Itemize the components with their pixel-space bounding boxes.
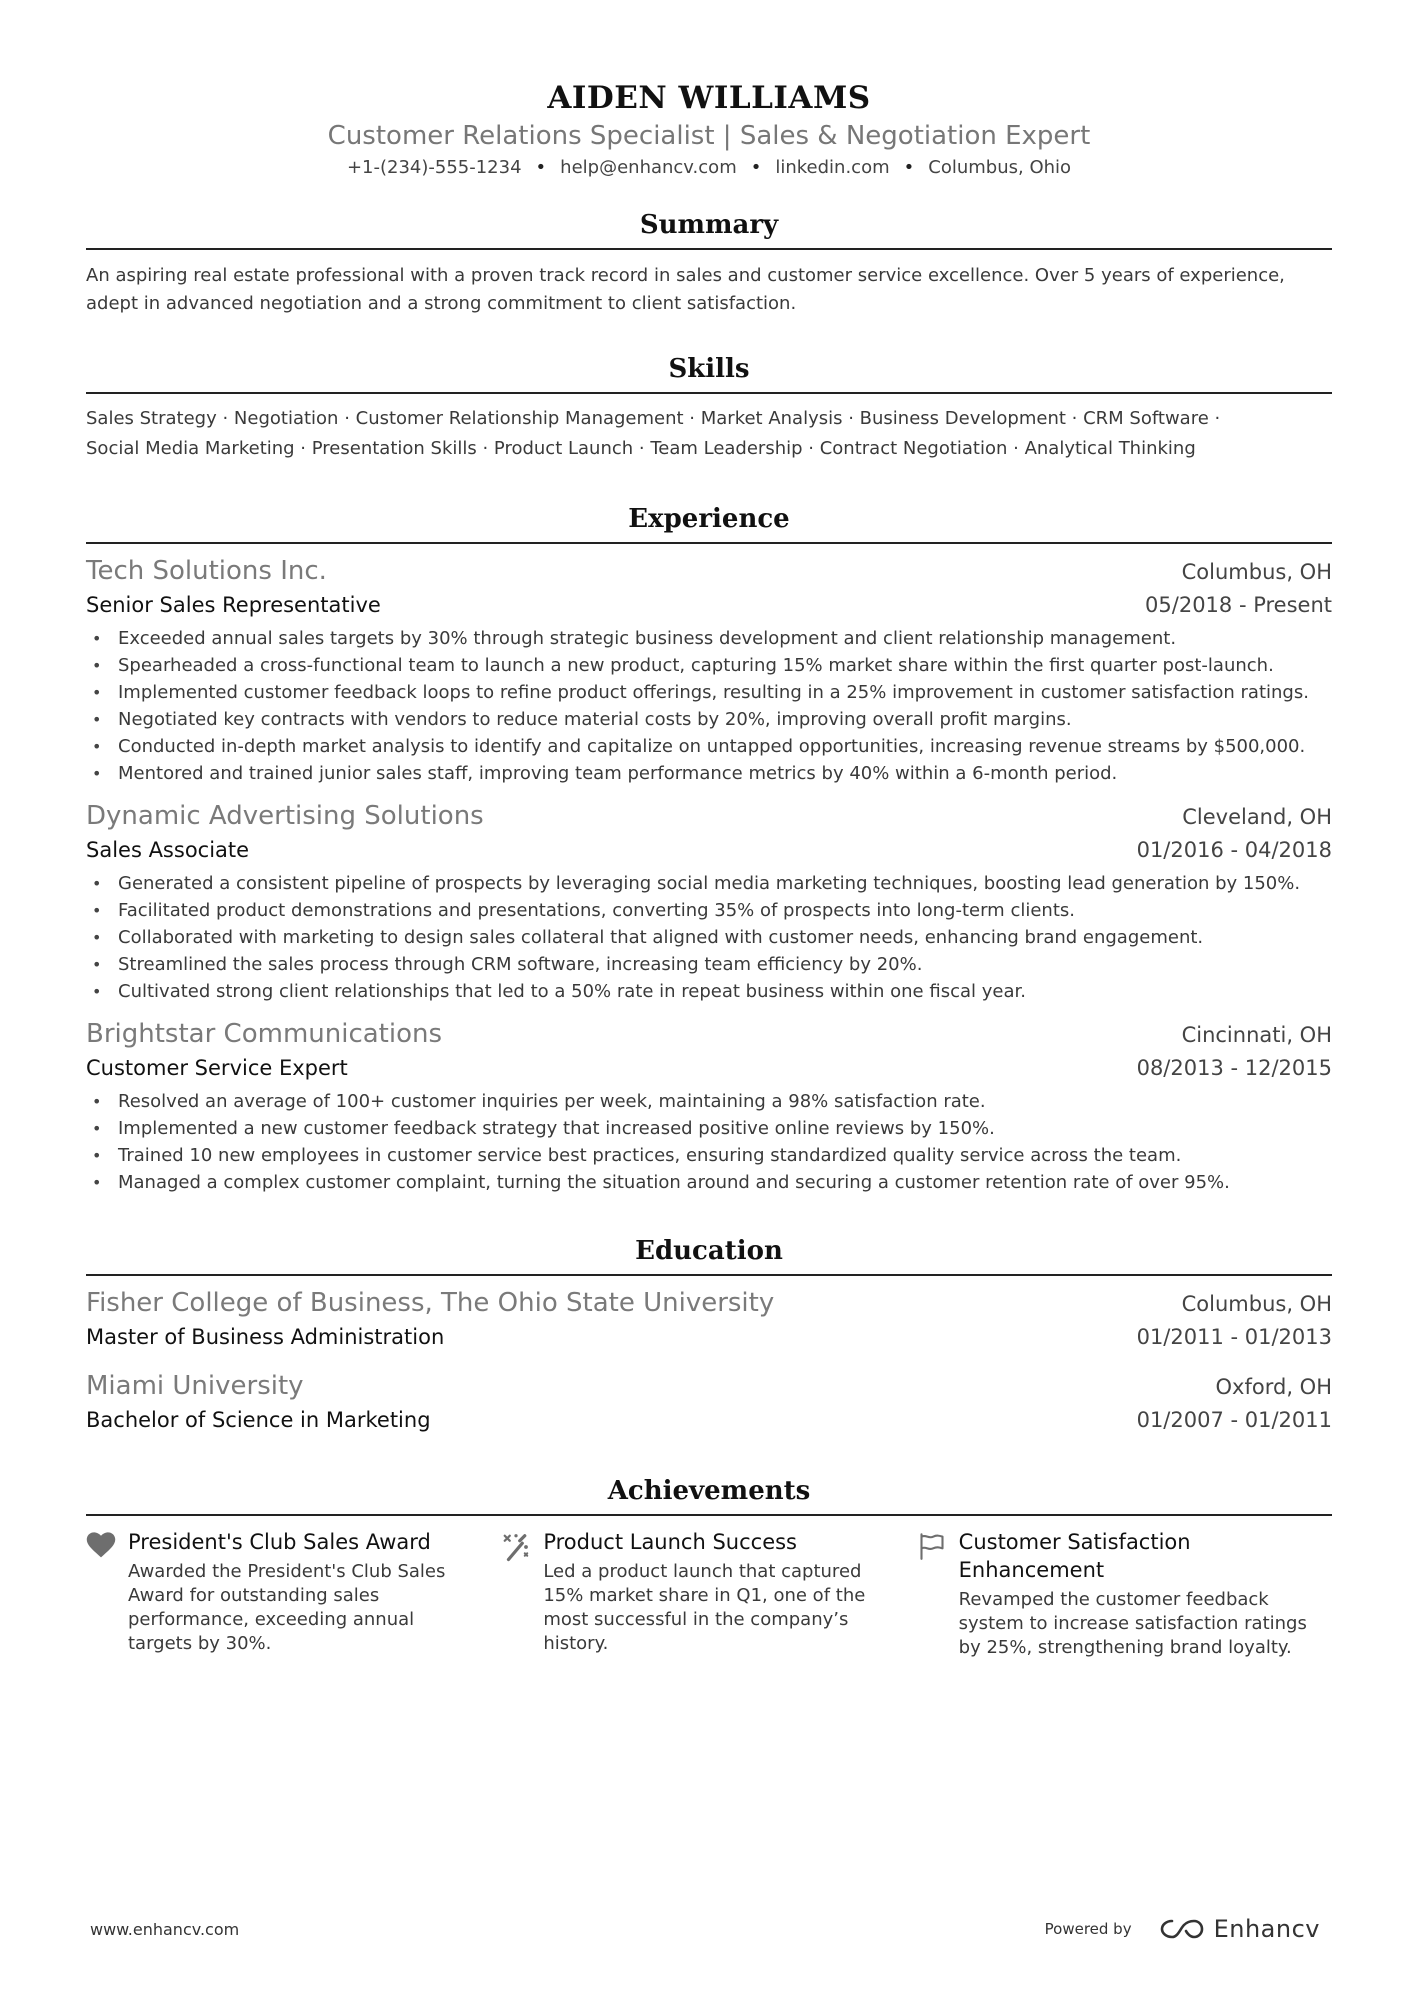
achievement-title: Product Launch Success [543,1530,797,1554]
job-role: Customer Service Expert [86,1056,348,1080]
achievement-title: President's Club Sales Award [128,1530,431,1554]
experience-section [86,502,1332,1196]
education-section [86,1234,1332,1436]
resume-page [86,0,1332,1660]
school-name: Fisher College of Business, The Ohio State University [86,1288,775,1318]
separator-dot: • [903,157,915,178]
education-entry [86,1369,1332,1436]
achievement-desc: Led a product launch that captured 15% market share in Q1, one of the most successful in the company’s history. [543,1561,866,1654]
bullet-item: • Managed a complex customer complaint, turning the situation around and securing a customer retention rate of over 95%. [86,1169,1332,1196]
section-divider [86,248,1332,250]
entry-role-row [86,834,1332,866]
separator-dot: • [750,157,762,178]
entry-degree-row [86,1404,1332,1436]
contact-email[interactable]: help@enhancv.com [560,157,737,178]
entry-header-row [86,1017,1332,1052]
entry-header-row [86,554,1332,589]
summary-text: An aspiring real estate professional with a proven track record in sales and customer service excellence. Over 5 years of experience, adept in advanced negotiation and a strong commitment to client satisfaction. [86,265,1285,314]
education-dates: 01/2011 - 01/2013 [1136,1325,1332,1349]
contact-location: Columbus, Ohio [928,157,1072,178]
degree: Bachelor of Science in Marketing [86,1408,431,1432]
achievement-title: Customer Satisfaction Enhancement [958,1530,1191,1582]
bullet-item: • Cultivated strong client relationships that led to a 50% rate in repeat business within one fiscal year. [86,978,1332,1005]
skills-line: Social Media Marketing · Presentation Skills · Product Launch · Team Leadership · Contract Negotiation · Analytical Thinking [86,438,1196,459]
summary-heading: Summary [639,210,779,240]
powered-by-label: Powered by [1044,1920,1132,1938]
contact-phone[interactable]: +1-(234)-555-1234 [346,157,522,178]
achievements-grid [86,1528,1332,1660]
degree: Master of Business Administration [86,1325,445,1349]
bullet-item: • Collaborated with marketing to design sales collateral that aligned with customer needs, enhancing brand engagement. [86,924,1332,951]
enhancv-logo-icon [1158,1917,1206,1941]
education-entry [86,1286,1332,1353]
summary-section [86,208,1332,318]
achievement-body [543,1528,916,1660]
brand-name: Enhancv [1213,1915,1320,1943]
experience-entry [86,554,1332,787]
bullet-item: • Implemented a new customer feedback strategy that increased positive online reviews by 150%. [86,1115,1332,1142]
bullet-item: • Mentored and trained junior sales staff, improving team performance metrics by 40% within a 6-month period. [86,760,1332,787]
achievement-item [917,1528,1332,1660]
powered-by [1045,1915,1320,1943]
job-dates: 01/2016 - 04/2018 [1136,838,1332,862]
skills-section [86,352,1332,464]
section-divider [86,1274,1332,1276]
job-dates: 05/2018 - Present [1145,593,1332,617]
job-bullets [86,870,1332,1005]
experience-entry [86,799,1332,1005]
job-role: Sales Associate [86,838,250,862]
job-bullets [86,1088,1332,1196]
job-location: Cincinnati, OH [1181,1023,1332,1047]
education-heading: Education [635,1236,783,1266]
contact-line [86,154,1332,182]
bullet-item: • Implemented customer feedback loops to refine product offerings, resulting in a 25% improvement in customer satisfaction ratings. [86,679,1332,706]
job-location: Columbus, OH [1181,560,1332,584]
achievement-item [501,1528,916,1660]
footer-url-link[interactable]: www.enhancv.com [90,1919,240,1939]
bullet-item: • Streamlined the sales process through CRM software, increasing team efficiency by 20%. [86,951,1332,978]
separator-dot: • [535,157,547,178]
achievements-heading: Achievements [607,1476,811,1506]
achievement-body [128,1528,501,1660]
achievement-body [959,1528,1332,1660]
experience-heading: Experience [628,504,790,534]
entry-role-row [86,1052,1332,1084]
skills-list [86,404,1332,464]
achievement-item [86,1528,501,1660]
bullet-item: • Trained 10 new employees in customer service best practices, ensuring standardized quality service across the team. [86,1142,1332,1169]
section-divider [86,1514,1332,1516]
skills-heading: Skills [668,354,750,384]
company-name: Tech Solutions Inc. [86,556,327,586]
page-footer [90,1915,1320,1943]
experience-entry [86,1017,1332,1196]
bullet-item: • Spearheaded a cross-functional team to launch a new product, capturing 15% market share within the first quarter post-launch. [86,652,1332,679]
section-divider [86,392,1332,394]
job-location: Cleveland, OH [1182,805,1332,829]
skills-line: Sales Strategy · Negotiation · Customer Relationship Management · Market Analysis · Business Development · CRM Software · [86,408,1221,429]
achievement-desc: Revamped the customer feedback system to increase satisfaction ratings by 25%, strengthening brand loyalty. [958,1589,1307,1658]
bullet-item: • Negotiated key contracts with vendors to reduce material costs by 20%, improving overall profit margins. [86,706,1332,733]
company-name: Brightstar Communications [86,1019,443,1049]
company-name: Dynamic Advertising Solutions [86,801,484,831]
job-bullets [86,625,1332,787]
section-divider [86,542,1332,544]
resume-header [86,0,1332,182]
entry-header-row [86,799,1332,834]
candidate-name: AIDEN WILLIAMS [547,80,871,116]
heart-icon [86,1528,128,1660]
education-dates: 01/2007 - 01/2011 [1136,1408,1332,1432]
magic-wand-icon [501,1528,543,1660]
school-name: Miami University [86,1371,304,1401]
bullet-item: • Generated a consistent pipeline of prospects by leveraging social media marketing techniques, boosting lead generation by 150%. [86,870,1332,897]
job-dates: 08/2013 - 12/2015 [1136,1056,1332,1080]
school-location: Columbus, OH [1181,1292,1332,1316]
bullet-item: • Resolved an average of 100+ customer inquiries per week, maintaining a 98% satisfaction rate. [86,1088,1332,1115]
bullet-item: • Exceeded annual sales targets by 30% through strategic business development and client relationship management. [86,625,1332,652]
contact-linkedin[interactable]: linkedin.com [775,157,890,178]
job-role: Senior Sales Representative [86,593,381,617]
entry-role-row [86,589,1332,621]
school-location: Oxford, OH [1215,1375,1332,1399]
bullet-item: • Conducted in-depth market analysis to identify and capitalize on untapped opportunities, increasing revenue streams by $500,000. [86,733,1332,760]
bullet-item: • Facilitated product demonstrations and presentations, converting 35% of prospects into long-term clients. [86,897,1332,924]
achievement-desc: Awarded the President's Club Sales Award for outstanding sales performance, exceeding annual targets by 30%. [128,1561,446,1654]
flag-icon [917,1528,959,1660]
entry-header-row [86,1369,1332,1404]
entry-degree-row [86,1321,1332,1353]
candidate-title: Customer Relations Specialist | Sales & Negotiation Expert [327,121,1091,151]
achievements-section [86,1474,1332,1660]
entry-header-row [86,1286,1332,1321]
